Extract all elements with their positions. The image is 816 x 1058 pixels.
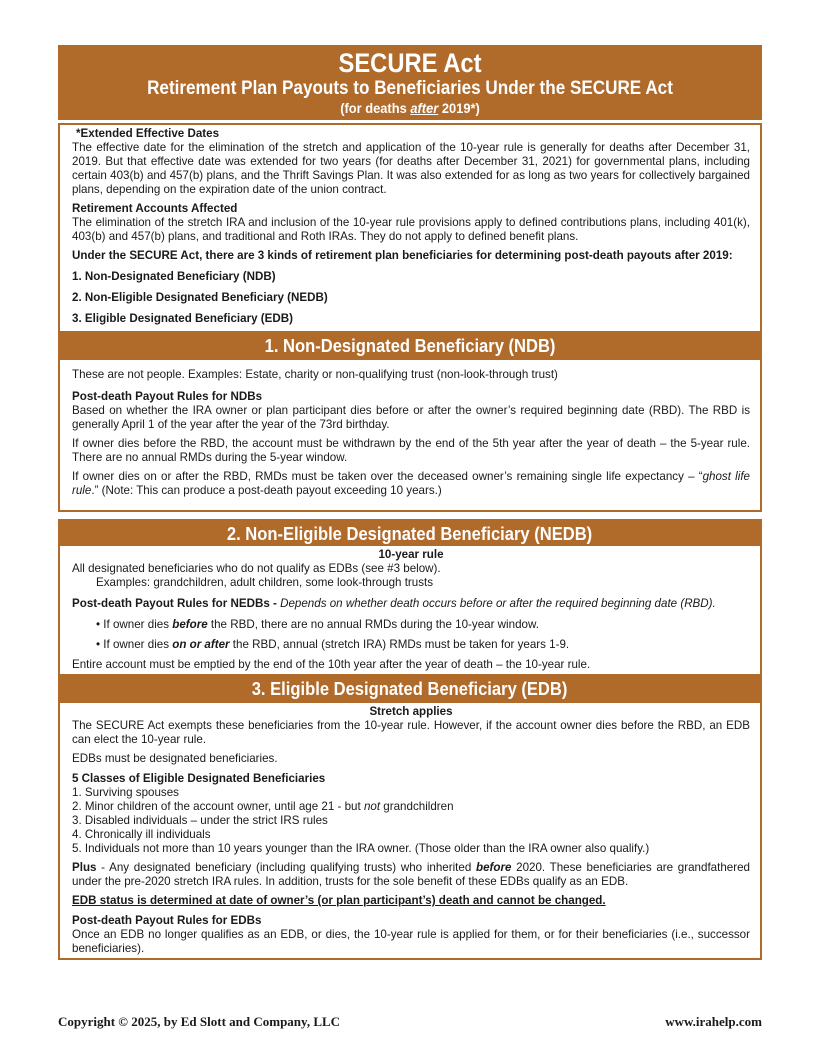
nedb-bullet-on-after: • If owner dies on or after the RBD, annual (stretch IRA) RMDs must be taken for years 1-9. [96,638,570,651]
edb-status-text: EDB status is determined at date of owner’s (or plan participant’s) death and cannot be changed. [72,894,606,907]
ndb-after-text: If owner dies on or after the RBD, RMDs must be taken over the deceased owner’s remaining single life expectancy – “ghost life rule.” (Note: This can produce a post-death payout exceeding 10 years.) [72,470,750,497]
nedb-examples: Examples: grandchildren, adult children, some look-through trusts [96,576,434,589]
nedb-entire-text: Entire account must be emptied by the end of the 10th year after the year of death – the 10-year rule. [72,658,591,671]
page-title: SECURE Act [338,48,482,78]
edb-classes-heading: 5 Classes of Eligible Designated Beneficiaries [72,772,326,785]
extended-dates-heading: *Extended Effective Dates [76,127,220,140]
ndb-before-text: If owner dies before the RBD, the account must be withdrawn by the end of the 5th year after the year of death – the 5-year rule. There are no annual RMDs during the 5-year window. [72,437,750,464]
extended-dates-text: The effective date for the elimination of the stretch and application of the 10-year rule is generally for deaths after December 31, 2019. But that effective date was extended for two years (for deaths after December 31, 2021) for governmental plans, including certain 403(b) and 457(b) plans, and the Thrift Savings Plan. It was also extended for as long as two years for collectively bargained plans, depending on the expiration date of the union contract. [72,141,750,196]
edb-stretch-label: Stretch applies [369,705,453,718]
edb-class-3: 3. Disabled individuals – under the strict IRS rules [72,814,328,827]
ndb-rules-heading: Post-death Payout Rules for NDBs [72,390,263,403]
accounts-affected-heading: Retirement Accounts Affected [72,202,238,215]
page-footer [58,1014,762,1030]
edb-plus-text: Plus - Any designated beneficiary (including qualifying trusts) who inherited before 2020. These beneficiaries are grandfathered under the pre-2020 stretch IRA rules. In addition, trusts for the sole benefit of these EDBs qualify as an EDB. [72,861,750,888]
edb-class-4: 4. Chronically ill individuals [72,828,211,841]
edb-rules-text: Once an EDB no longer qualifies as an EDB, or dies, the 10-year rule is applied for them, or for their beneficiaries (i.e., successor beneficiaries). [72,928,750,955]
kind-item-nedb: 2. Non-Eligible Designated Beneficiary (NEDB) [72,291,328,304]
kind-item-ndb: 1. Non-Designated Beneficiary (NDB) [72,270,276,283]
deaths-note: (for deaths after 2019*) [340,100,480,116]
website-text: www.irahelp.com [665,1014,762,1029]
nedb-rules-line: Post-death Payout Rules for NEDBs - Depends on whether death occurs before or after the required beginning date (RBD). [72,597,716,610]
nedb-rule-label: 10-year rule [378,548,444,561]
nedb-section [58,546,762,676]
section-heading-ndb: 1. Non-Designated Beneficiary (NDB) [58,333,762,360]
copyright-text: Copyright © 2025, by Ed Slott and Company, LLC [58,1014,341,1029]
edb-must-be: EDBs must be designated beneficiaries. [72,752,278,765]
ndb-section [58,360,762,512]
edb-exempts-text: The SECURE Act exempts these beneficiaries from the 10-year rule. However, if the account owner dies before the RBD, an EDB can elect the 10-year rule. [72,719,750,746]
nedb-bullet-before: • If owner dies before the RBD, there are no annual RMDs during the 10-year window. [96,618,539,631]
ndb-not-people: These are not people. Examples: Estate, charity or non-qualifying trust (non-look-through trust) [72,368,558,381]
edb-class-2: 2. Minor children of the account owner, until age 21 - but not grandchildren [72,800,454,813]
kind-item-edb: 3. Eligible Designated Beneficiary (EDB) [72,312,293,325]
ndb-rules-text: Based on whether the IRA owner or plan participant dies before or after the owner’s required beginning date (RBD). The RBD is generally April 1 of the year after the year of the 73rd birthday. [72,404,750,431]
edb-class-5: 5. Individuals not more than 10 years younger than the IRA owner. (Those older than the IRA owner also qualify.) [72,842,650,855]
edb-rules-heading: Post-death Payout Rules for EDBs [72,914,262,927]
page-header [58,45,762,120]
edb-class-1: 1. Surviving spouses [72,786,179,799]
kinds-intro: Under the SECURE Act, there are 3 kinds of retirement plan beneficiaries for determining post-death payouts after 2019: [72,249,733,262]
nedb-all-text: All designated beneficiaries who do not qualify as EDBs (see #3 below). [72,562,441,575]
section-heading-nedb: 2. Non-Eligible Designated Beneficiary (NEDB) [58,519,762,546]
accounts-affected-text: The elimination of the stretch IRA and inclusion of the 10-year rule provisions apply to defined contributions plans, including 401(k), 403(b) and 457(b) plans, and traditional and Roth IRAs. They do not apply to defined benefit plans. [72,216,750,243]
section-heading-edb: 3. Eligible Designated Beneficiary (EDB) [58,676,762,703]
page-subtitle: Retirement Plan Payouts to Beneficiaries Under the SECURE Act [147,78,673,99]
edb-section [58,703,762,960]
document [58,45,762,960]
intro-section [58,123,762,333]
